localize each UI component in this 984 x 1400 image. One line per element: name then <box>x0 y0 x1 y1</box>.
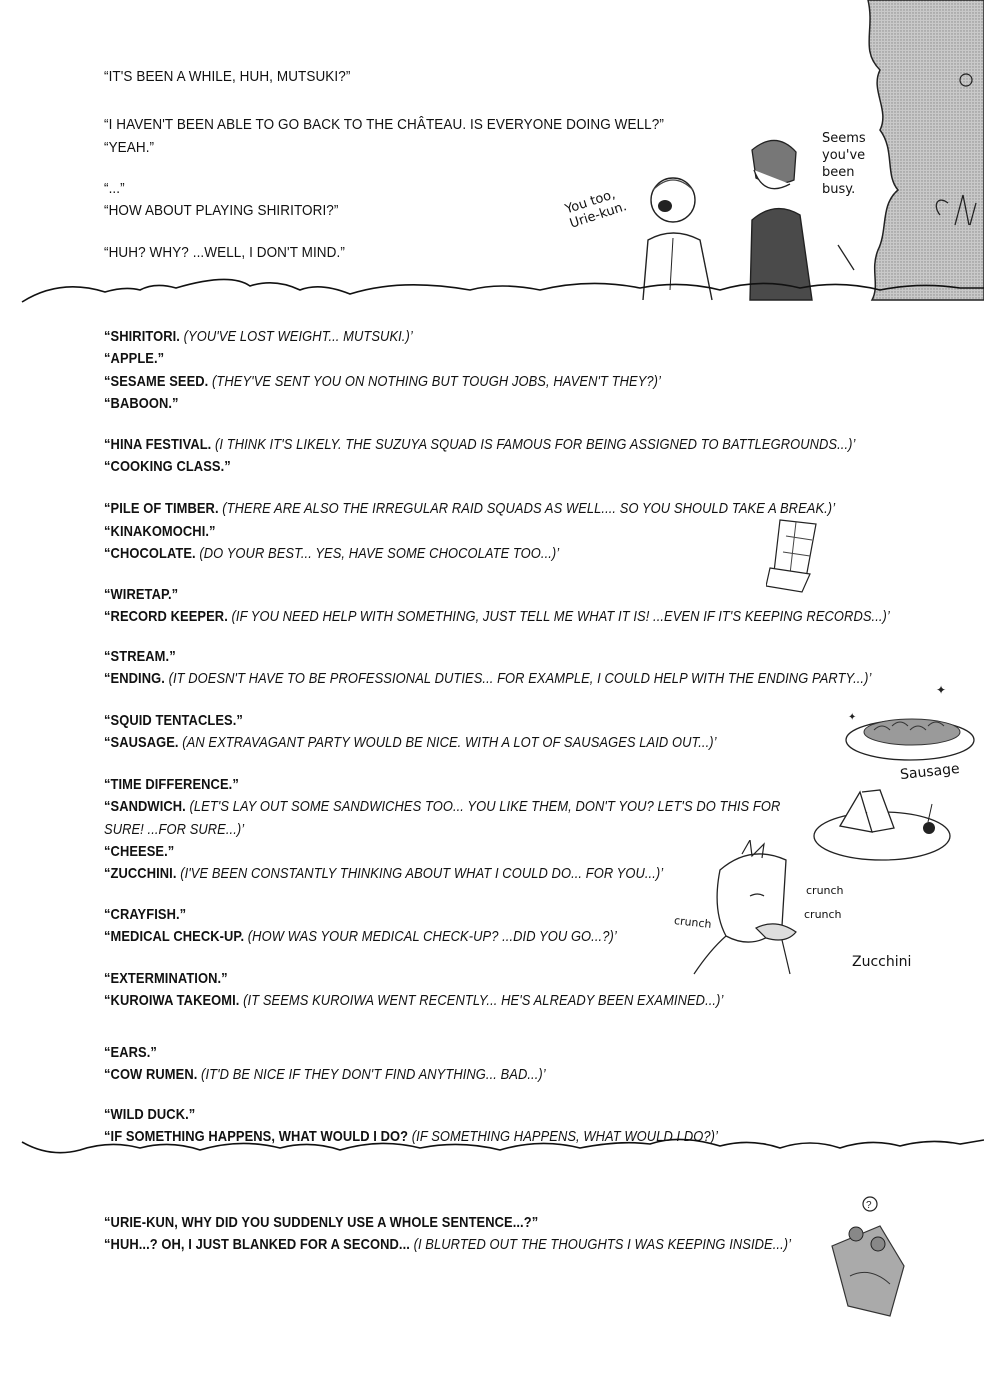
question-mark-icon: ? <box>866 1200 872 1211</box>
dialogue-line: “SHIRITORI. (YOU'VE LOST WEIGHT... MUTSUKI.)’ <box>104 328 413 345</box>
dialogue-line: “IF SOMETHING HAPPENS, WHAT WOULD I DO? (IF SOMETHING HAPPENS, WHAT WOULD I DO?)’ <box>104 1128 718 1145</box>
dialogue-line: “HOW ABOUT PLAYING SHIRITORI?” <box>104 202 339 219</box>
dialogue-line: “YEAH.” <box>104 139 155 156</box>
dialogue-line: “CRAYFISH.” <box>104 906 187 923</box>
dialogue-line: “I HAVEN'T BEEN ABLE TO GO BACK TO THE CHÂTEAU. IS EVERYONE DOING WELL?” <box>104 116 664 133</box>
sfx-crunch: crunch <box>673 914 713 931</box>
dialogue-line: “STREAM.” <box>104 648 176 665</box>
dialogue-line: “EXTERMINATION.” <box>104 970 228 987</box>
dialogue-line: “COOKING CLASS.” <box>104 458 231 475</box>
cloud-divider-bottom <box>0 1136 984 1176</box>
dialogue-line: SURE! ...FOR SURE...)’ <box>104 821 245 838</box>
dialogue-line: “SANDWICH. (LET'S LAY OUT SOME SANDWICHES TOO... YOU LIKE THEM, DON'T YOU? LET'S DO THIS FOR <box>104 798 781 815</box>
sandwich-plate-illustration <box>810 786 960 866</box>
dialogue-line: “HUH...? OH, I JUST BLANKED FOR A SECOND... (I BLURTED OUT THE THOUGHTS I WAS KEEPING INSIDE...)’ <box>104 1236 792 1253</box>
dialogue-line: “KUROIWA TAKEOMI. (IT SEEMS KUROIWA WENT RECENTLY... HE'S ALREADY BEEN EXAMINED...)’ <box>104 992 724 1009</box>
dialogue-line: “HUH? WHY? ...WELL, I DON'T MIND.” <box>104 244 345 261</box>
dialogue-line: “SAUSAGE. (AN EXTRAVAGANT PARTY WOULD BE NICE. WITH A LOT OF SAUSAGES LAID OUT...)’ <box>104 734 717 751</box>
dialogue-line: “WIRETAP.” <box>104 586 179 603</box>
speech-seems-busy: Seems you've been busy. <box>822 131 866 197</box>
dialogue-line: “TIME DIFFERENCE.” <box>104 776 239 793</box>
urie-eating-illustration <box>690 840 810 980</box>
dialogue-line: “KINAKOMOCHI.” <box>104 523 216 540</box>
sausage-plate-illustration <box>840 680 980 770</box>
dialogue-line: “IT'S BEEN A WHILE, HUH, MUTSUKI?” <box>104 68 351 85</box>
dialogue-line: “CHOCOLATE. (DO YOUR BEST... YES, HAVE SOME CHOCOLATE TOO...)’ <box>104 545 560 562</box>
dialogue-line: “APPLE.” <box>104 350 165 367</box>
chocolate-illustration <box>766 516 826 596</box>
dialogue-line: “ENDING. (IT DOESN'T HAVE TO BE PROFESSIONAL DUTIES... FOR EXAMPLE, I COULD HELP WITH THE ENDING PARTY...)’ <box>104 670 872 687</box>
zucchini-label: Zucchini <box>852 954 912 970</box>
svg-text:✦: ✦ <box>848 712 857 723</box>
chibi-characters-illustration <box>820 1196 910 1326</box>
dialogue-line: “HINA FESTIVAL. (I THINK IT'S LIKELY. THE SUZUYA SQUAD IS FAMOUS FOR BEING ASSIGNED TO BATTLEGROUNDS...)’ <box>104 436 856 453</box>
dialogue-line: “URIE-KUN, WHY DID YOU SUDDENLY USE A WHOLE SENTENCE...?” <box>104 1214 539 1231</box>
dialogue-line: “RECORD KEEPER. (IF YOU NEED HELP WITH SOMETHING, JUST TELL ME WHAT IT IS! ...EVEN IF IT'S KEEPING RECORDS...)’ <box>104 608 890 625</box>
sfx-crunch: crunch <box>804 908 842 921</box>
dialogue-line: “SESAME SEED. (THEY'VE SENT YOU ON NOTHING BUT TOUGH JOBS, HAVEN'T THEY?)’ <box>104 373 662 390</box>
sfx-crunch: crunch <box>806 884 844 897</box>
dialogue-line: “EARS.” <box>104 1044 157 1061</box>
speech-you-too: You too, Urie-kun. <box>563 187 629 232</box>
dialogue-line: “SQUID TENTACLES.” <box>104 712 243 729</box>
dialogue-line: “ZUCCHINI. (I'VE BEEN CONSTANTLY THINKING ABOUT WHAT I COULD DO... FOR YOU...)’ <box>104 865 664 882</box>
dialogue-line: “COW RUMEN. (IT'D BE NICE IF THEY DON'T FIND ANYTHING... BAD...)’ <box>104 1066 546 1083</box>
svg-text:✦: ✦ <box>936 683 947 697</box>
cloud-divider-top <box>0 278 984 318</box>
sausage-label: Sausage <box>899 760 961 784</box>
dialogue-line: “BABOON.” <box>104 395 179 412</box>
dialogue-line: “PILE OF TIMBER. (THERE ARE ALSO THE IRREGULAR RAID SQUADS AS WELL.... SO YOU SHOULD TAKE A BREAK.)’ <box>104 500 836 517</box>
dialogue-line: “WILD DUCK.” <box>104 1106 196 1123</box>
dialogue-line: “...” <box>104 180 125 197</box>
dialogue-line: “MEDICAL CHECK-UP. (HOW WAS YOUR MEDICAL CHECK-UP? ...DID YOU GO...?)’ <box>104 928 617 945</box>
dialogue-line: “CHEESE.” <box>104 843 175 860</box>
urie-figure <box>750 140 812 300</box>
